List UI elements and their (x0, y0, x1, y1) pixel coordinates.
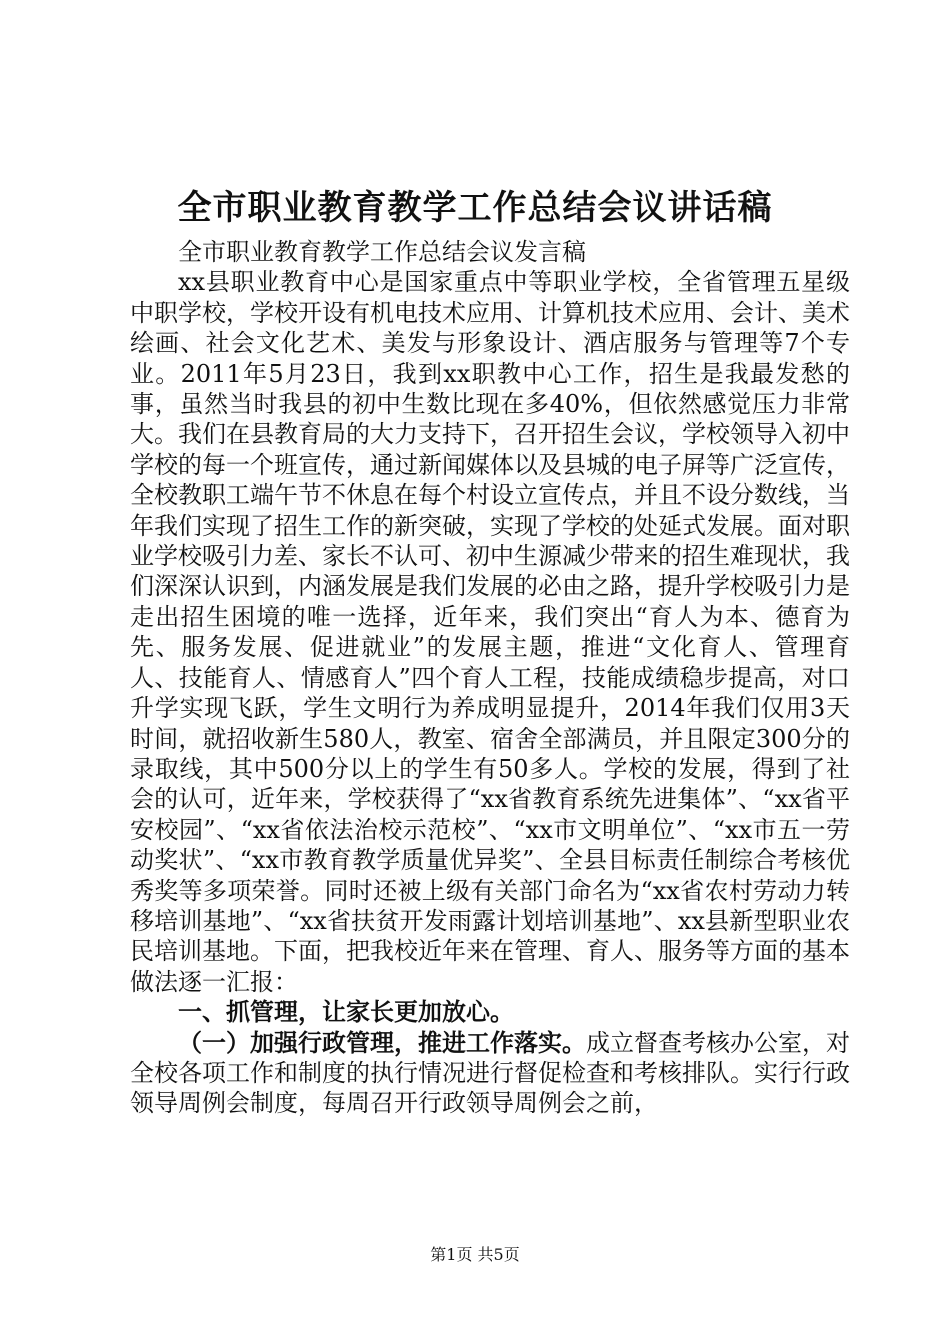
paragraph-subsection (130, 1028, 850, 1119)
subsection-lead: （一）加强行政管理，推进工作落实。 (178, 1028, 586, 1057)
document-subtitle: 全市职业教育教学工作总结会议发言稿 (178, 238, 586, 266)
page-indicator: 第1页 共5页 (430, 1245, 520, 1264)
paragraph-intro: xx县职业教育中心是国家重点中等职业学校，全省管理五星级中职学校，学校开设有机电技术应用、计算机技术应用、会计、美术绘画、社会文化艺术、美发与形象设计、酒店服务与管理等7个专业。2011年5月23日，我到xx职教中心工作，招生是我最发愁的事，虽然当时我县的初中生数比现在多40%，但依然感觉压力非常大。我们在县教育局的大力支持下，召开招生会议，学校领导入初中学校的每一个班宣传，通过新闻媒体以及县城的电子屏等广泛宣传，全校教职工端午节不休息在每个村设立宣传点，并且不设分数线，当年我们实现了招生工作的新突破，实现了学校的处延式发展。面对职业学校吸引力差、家长不认可、初中生源减少带来的招生难现状，我们深深认识到，内涵发展是我们发展的必由之路，提升学校吸引力是走出招生困境的唯一选择，近年来，我们突出“育人为本、德育为先、服务发展、促进就业”的发展主题，推进“文化育人、管理育人、技能育人、情感育人”四个育人工程，技能成绩稳步提高，对口升学实现飞跃，学生文明行为养成明显提升，2014年我们仅用3天时间，就招收新生580人，教室、宿舍全部满员，并且限定300分的录取线，其中500分以上的学生有50多人。学校的发展，得到了社会的认可，近年来，学校获得了“xx省教育系统先进集体”、“xx省平安校园”、“xx省依法治校示范校”、“xx市文明单位”、“xx市五一劳动奖状”、“xx市教育教学质量优异奖”、全县目标责任制综合考核优秀奖等多项荣誉。同时还被上级有关部门命名为“xx省农村劳动力转移培训基地”、“xx省扶贫开发雨露计划培训基地”、xx县新型职业农民培训基地。下面，把我校近年来在管理、育人、服务等方面的基本做法逐一汇报： (130, 268, 850, 996)
document-title: 全市职业教育教学工作总结会议讲话稿 (177, 188, 773, 228)
section-heading: 一、抓管理，让家长更加放心。 (178, 998, 514, 1027)
subsection-text: 成立督查考核办公室，对全校各项工作和制度的执行情况进行督促检查和考核排队。实行行政领导周例会制度，每周召开行政领导周例会之前， (130, 1028, 850, 1118)
document-body (130, 237, 850, 1119)
